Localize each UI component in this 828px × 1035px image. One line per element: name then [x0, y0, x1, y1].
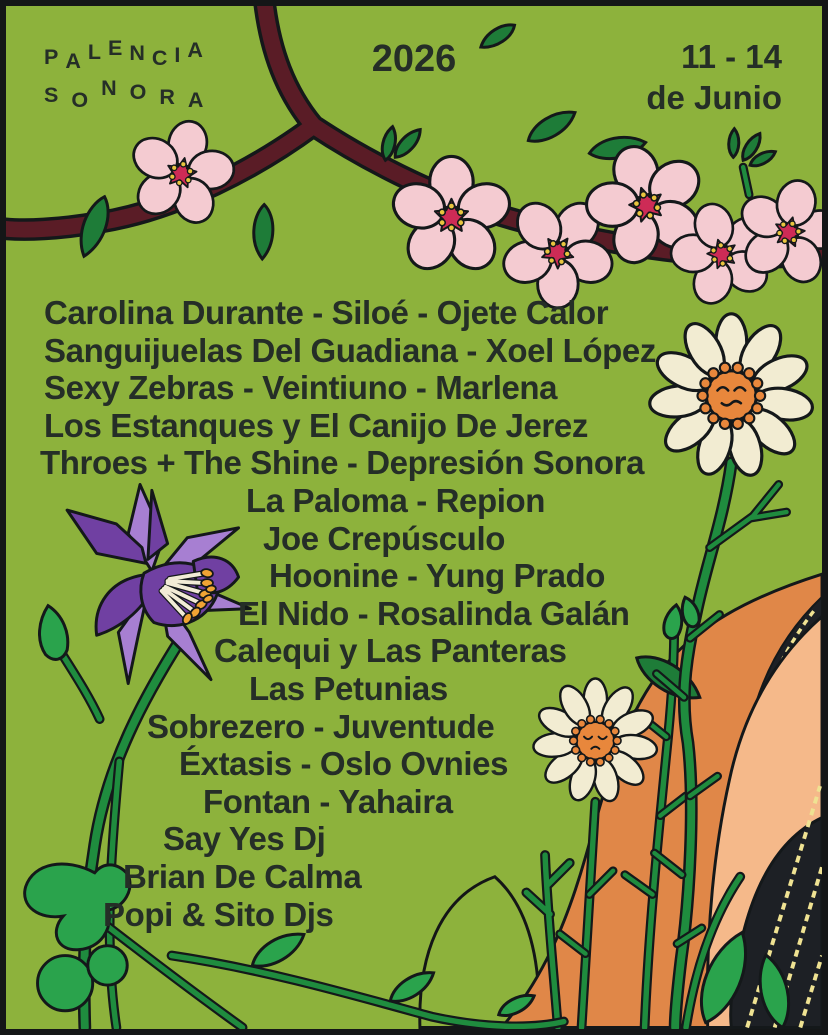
- logo-line-1: P A L E N C I A: [44, 36, 203, 73]
- lineup-list: [6, 294, 822, 933]
- lineup-line: Popi & Sito Djs: [103, 895, 334, 933]
- lineup-line: Joe Crepúsculo: [263, 519, 505, 557]
- dates-month: de Junio: [646, 79, 782, 116]
- lineup-line: Sobrezero - Juventude: [147, 707, 495, 745]
- festival-dates: [646, 36, 782, 118]
- dates-range: 11 - 14: [681, 38, 782, 75]
- lineup-line: Hoonine - Yung Prado: [269, 557, 606, 595]
- lineup-line: Los Estanques y El Canijo De Jerez: [44, 406, 588, 444]
- lineup-line: Throes + The Shine - Depresión Sonora: [40, 444, 645, 482]
- lineup-line: Fontan - Yahaira: [203, 782, 453, 820]
- lineup-line: Say Yes Dj: [163, 820, 326, 858]
- lineup-line: Sexy Zebras - Veintiuno - Marlena: [44, 369, 558, 407]
- lineup-line: Calequi y Las Panteras: [214, 632, 567, 670]
- lineup-line: Carolina Durante - Siloé - Ojete Calor: [44, 294, 609, 331]
- lineup-line: El Nido - Rosalinda Galán: [238, 594, 630, 632]
- lineup-line: Sanguijuelas Del Guadiana - Xoel López: [44, 331, 656, 369]
- festival-year: 2026: [371, 38, 457, 80]
- lineup-line: Las Petunias: [249, 669, 448, 707]
- logo-line-2: S O N O R A: [44, 76, 204, 112]
- lineup-line: Éxtasis - Oslo Ovnies: [179, 745, 509, 783]
- lineup-line: La Paloma - Repion: [246, 481, 546, 519]
- lineup-line: Brian De Calma: [123, 857, 362, 895]
